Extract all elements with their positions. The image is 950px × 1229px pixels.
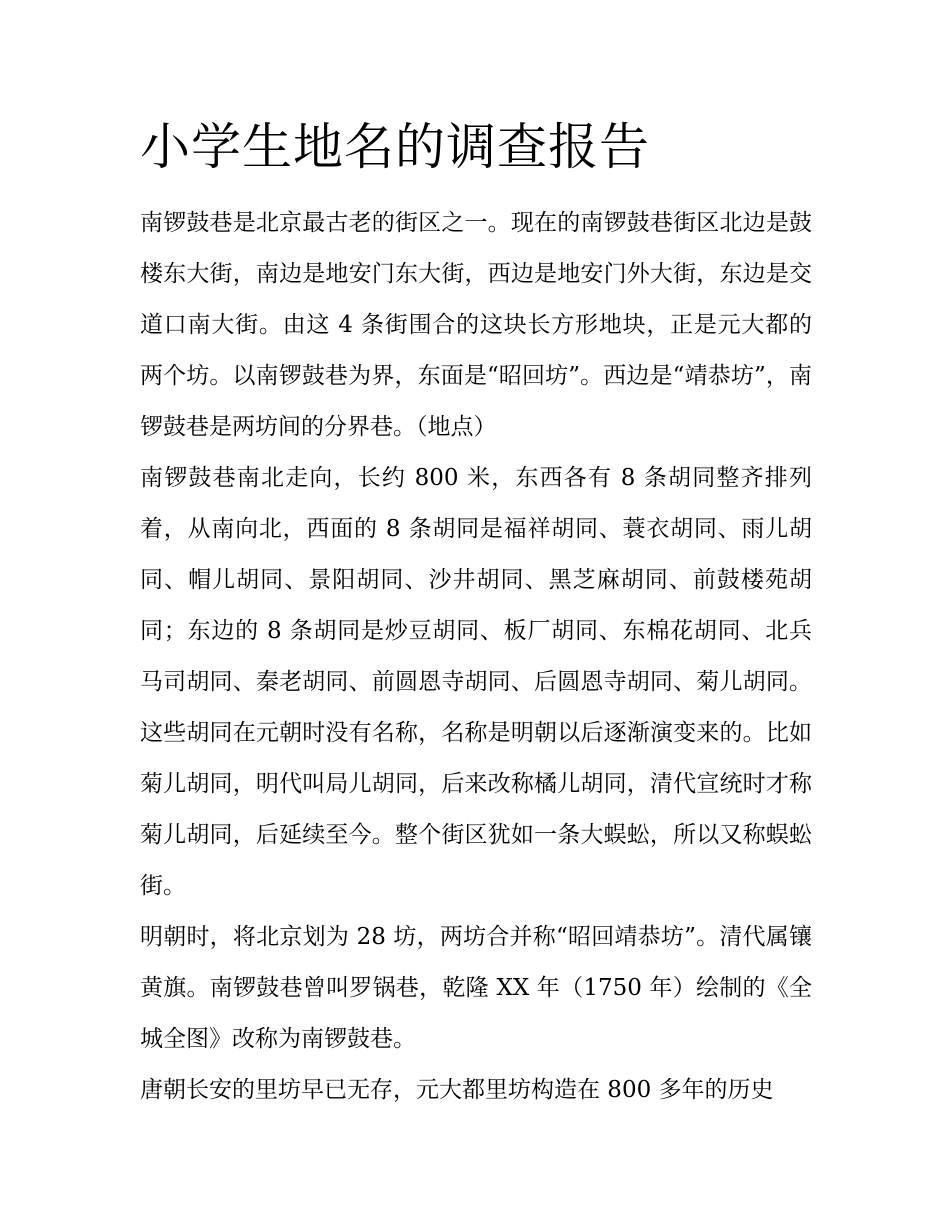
- paragraph-tang-chang-an: 唐朝长安的里坊早已无存，元大都里坊构造在 800 多年的历史: [140, 1077, 774, 1103]
- paragraph-location: 南锣鼓巷是北京最古老的街区之一。现在的南锣鼓巷街区北边是鼓楼东大街，南边是地安门东大街，西边是地安门外大街，东边是交道口南大街。由这 4 条街围合的这块长方形地块，正是元大都的两个坊。以南锣鼓巷为界，东面是“昭回坊”。西边是“靖恭坊”，南锣鼓巷是两坊间的分界巷。（地点）: [140, 210, 812, 440]
- document-body: [140, 198, 812, 1116]
- document-title: 小学生地名的调查报告: [140, 118, 650, 176]
- paragraph-history: 明朝时，将北京划为 28 坊，两坊合并称“昭回靖恭坊”。清代属镶黄旗。南锣鼓巷曾叫罗锅巷，乾隆 XX 年（1750 年）绘制的《全城全图》改称为南锣鼓巷。: [140, 924, 812, 1052]
- paragraph-hutongs: 南锣鼓巷南北走向，长约 800 米，东西各有 8 条胡同整齐排列着，从南向北，西面的 8 条胡同是福祥胡同、蓑衣胡同、雨儿胡同、帽儿胡同、景阳胡同、沙井胡同、黑芝麻胡同、前鼓楼苑胡同；东边的 8 条胡同是炒豆胡同、板厂胡同、东棉花胡同、北兵马司胡同、秦老胡同、前圆恩寺胡同、后圆恩寺胡同、菊儿胡同。这些胡同在元朝时没有名称，名称是明朝以后逐渐演变来的。比如菊儿胡同，明代叫局儿胡同，后来改称橘儿胡同，清代宣统时才称菊儿胡同，后延续至今。整个街区犹如一条大蜈蚣，所以又称蜈蚣街。: [140, 465, 812, 899]
